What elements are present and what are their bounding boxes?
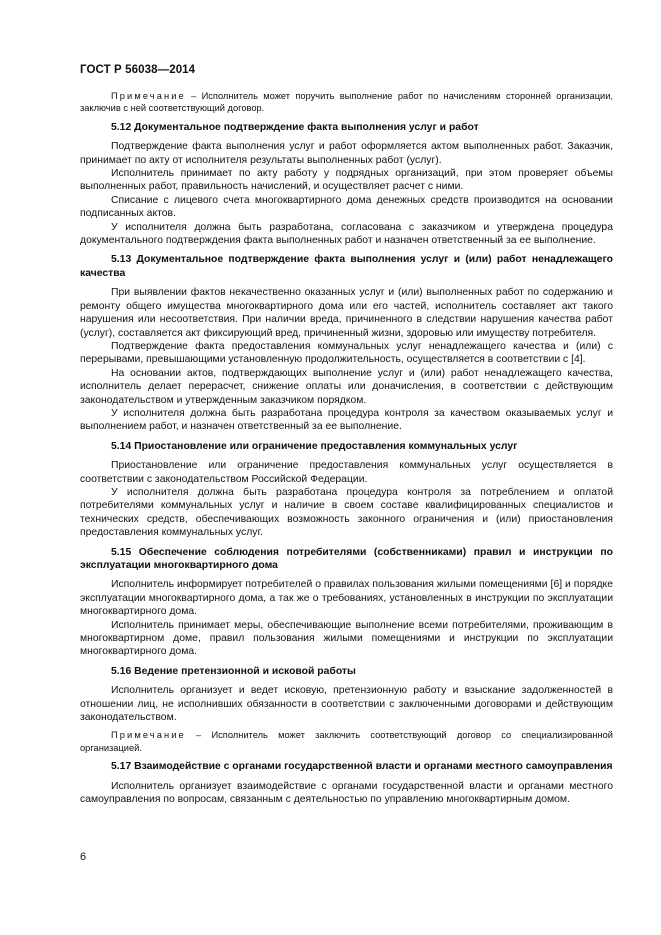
section-5-12-paragraph: Подтверждение факта выполнения услуг и работ оформляется актом выполненных работ. Заказчик, принимает по акту от исполнителя результаты выполненных работ (услуг). [80, 141, 613, 166]
section-5-14-paragraph: Приостановление или ограничение предоставления коммунальных услуг осуществляется в соответствии с законодательством Российской Федерации. [80, 460, 613, 485]
section-5-12-paragraph: Исполнитель принимает по акту работу у подрядных организаций, при этом проверяет объемы выполненных работ, правильность начислений, и осуществляет расчет с ними. [80, 168, 613, 193]
section-5-15-title: 5.15 Обеспечение соблюдения потребителями (собственниками) правил и инструкции по эксплуатации многоквартирного дома [80, 546, 613, 571]
section-5-14-title: 5.14 Приостановление или ограничение предоставления коммунальных услуг [111, 440, 518, 452]
note-label: Примечание [111, 91, 186, 101]
section-5-12-title: 5.12 Документальное подтверждение факта выполнения услуг и работ [111, 121, 479, 133]
section-5-15-paragraph: Исполнитель информирует потребителей о правилах пользования жилыми помещениями [6] и порядке эксплуатации многоквартирного дома, а так же о требованиях, установленных в инструкции по эксплуатации многоквартирного дома. [80, 579, 613, 618]
note-text: – Исполнитель может заключить соответствующий договор со специализированной организацией. [80, 730, 613, 753]
section-5-13-paragraph: У исполнителя должна быть разработана процедура контроля за качеством оказываемых услуг и выполнением работ, и назначен ответственный за ее выполнение. [80, 407, 613, 433]
section-5-17-title: 5.17 Взаимодействие с органами государственной власти и органами местного самоуправления [111, 761, 613, 773]
page-number: 6 [80, 851, 87, 863]
section-5-16-title: 5.16 Ведение претензионной и исковой работы [111, 665, 356, 677]
section-5-12-paragraph: Списание с лицевого счета многоквартирного дома денежных средств производится на основании подписанных актов. [80, 194, 613, 220]
section-5-13-title: 5.13 Документальное подтверждение факта выполнения услуг и (или) работ ненадлежащего качества [80, 254, 613, 279]
section-5-15-paragraph: Исполнитель принимает меры, обеспечивающие выполнение всеми потребителями, проживающим в многоквартирном доме, правил пользования жилыми помещениями и инструкции по эксплуатации многоквартирного дома. [80, 619, 613, 658]
note-text: – Исполнитель может поручить выполнение работ по начислениям сторонней организации, заключив с ней соответствующий договор. [80, 91, 613, 114]
section-5-17-paragraph: Исполнитель организует взаимодействие с органами государственной власти и органами местного самоуправления по вопросам, связанным с деятельностью по управлению многоквартирным домом. [80, 780, 613, 806]
document-page [80, 64, 613, 807]
standard-code-header: ГОСТ Р 56038—2014 [80, 64, 196, 76]
section-5-13-paragraph: На основании актов, подтверждающих выполнение услуг и (или) работ ненадлежащего качества, исполнитель делает перерасчет, снижение оплаты или доначисления, в соответствии с действующим законодательством и утвержденным заказчиком порядком. [80, 367, 613, 406]
section-5-13-paragraph: При выявлении фактов некачественно оказанных услуг и (или) выполненных работ по содержанию и ремонту общего имущества многоквартирного дома или его частей, исполнитель составляет акт такого нарушения или несоответствия. При наличии вреда, причиненного в следствии нарушения качества работ (услуг), составляется акт фиксирующий вред, причиненный жизни, здоровью или имуществу потребителя. [80, 287, 613, 339]
section-5-14-paragraph: У исполнителя должна быть разработана процедура контроля за потреблением и оплатой потребителями коммунальных услуг и наличие в своем составе квалифицированных специалистов и технических средств, обеспечивающих возможность законного ограничения и (или) приостановления предоставления коммунальных услуг. [80, 486, 613, 539]
section-5-12-paragraph: У исполнителя должна быть разработана, согласована с заказчиком и утверждена процедура документального подтверждения факта выполненных работ и назначен ответственный за ее выполнение. [80, 221, 613, 247]
note-paragraph [80, 729, 613, 754]
section-5-13-paragraph: Подтверждение факта предоставления коммунальных услуг ненадлежащего качества и (или) с перерывами, превышающими установленную продолжительность, осуществляется в соответствии с [4]. [80, 340, 613, 366]
section-5-16-paragraph: Исполнитель организует и ведет исковую, претензионную работу и взыскание задолженностей в отношении лиц, не исполнивших обязанности в соответствии с заключенными договорами и действующим законодательством. [80, 685, 613, 724]
note-paragraph [80, 90, 613, 115]
note-label: Примечание [111, 730, 186, 741]
